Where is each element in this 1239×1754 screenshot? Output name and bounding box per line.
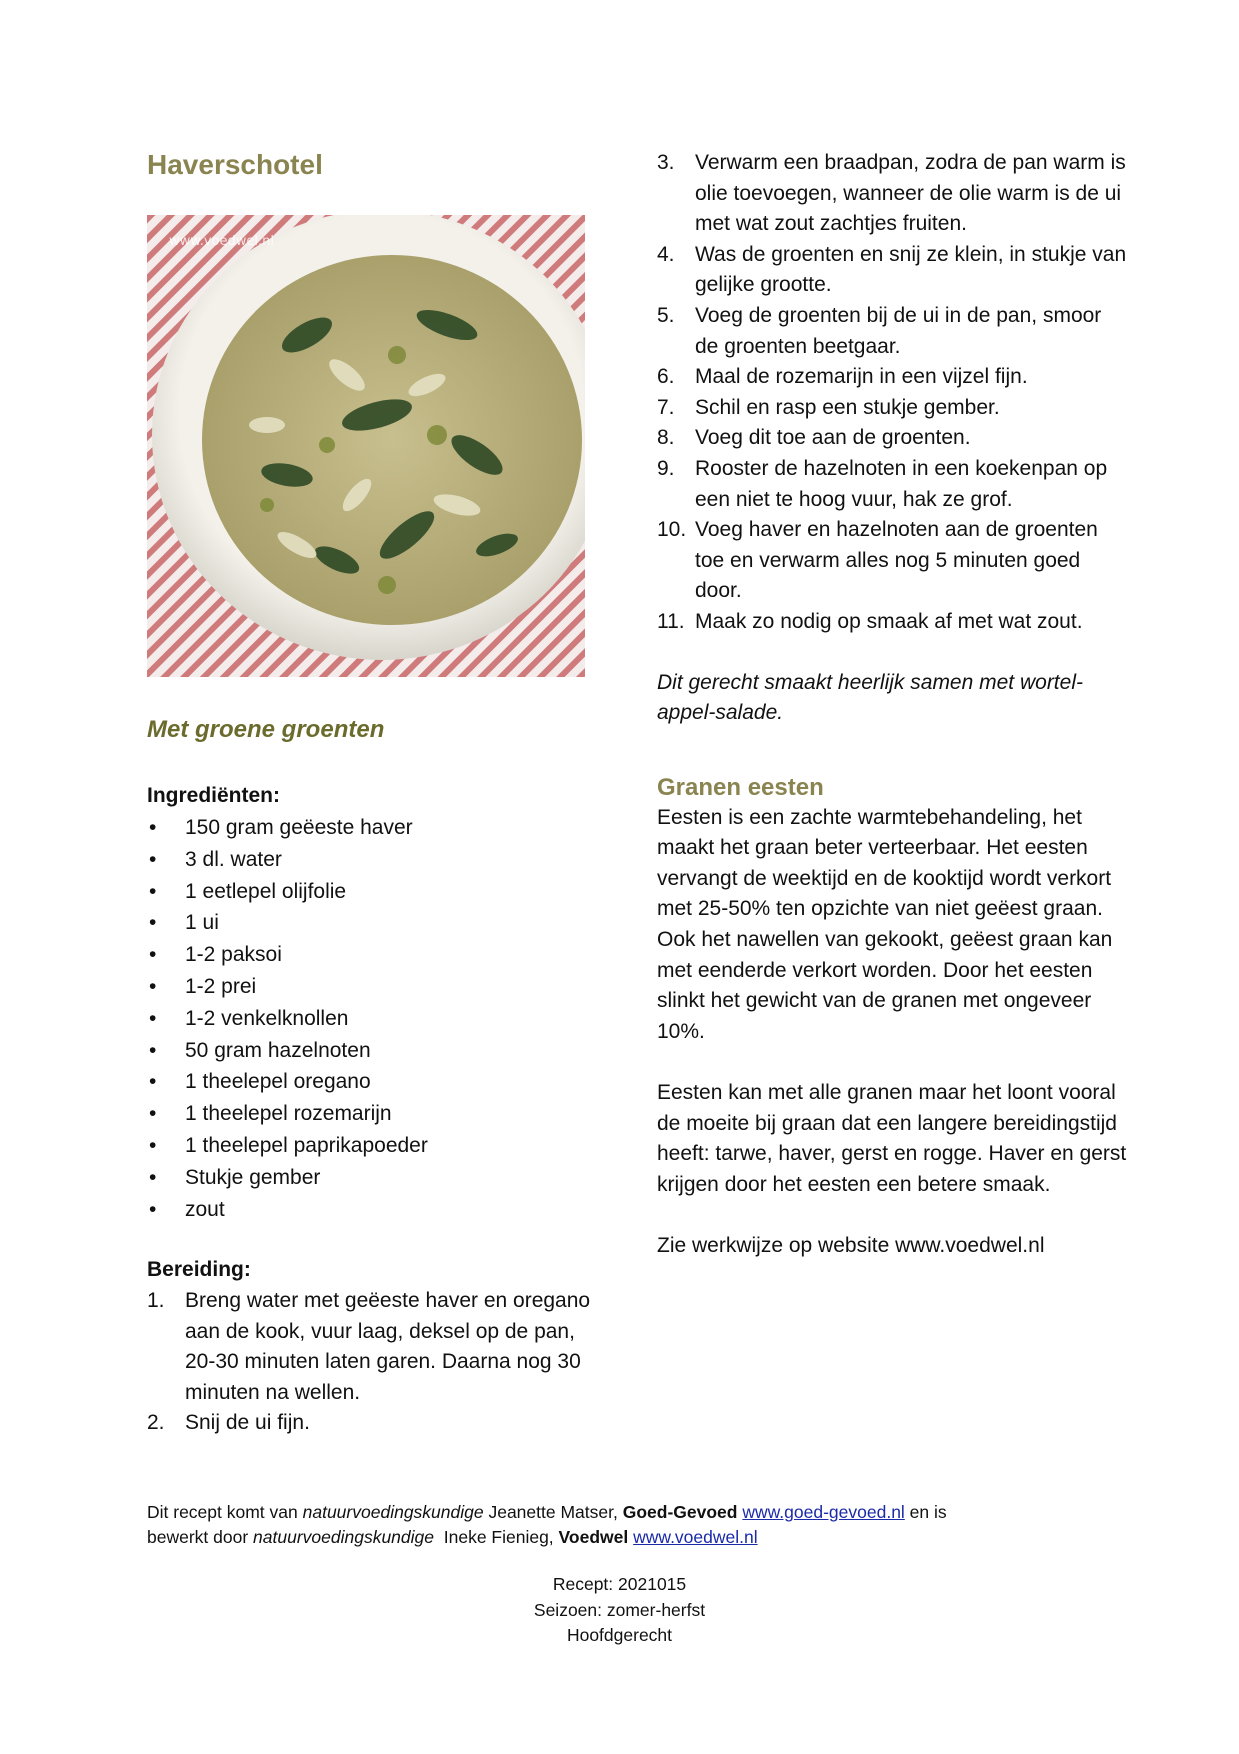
list-item: • 1 eetlepel olijfolie: [149, 879, 347, 903]
step-item: 1. Breng water met geëeste haver en oregano aan de kook, vuur laag, deksel op de pan, 20-30 minuten laten garen. Daarna nog 30 minuten na wellen.: [147, 1289, 591, 1404]
voedwel-link[interactable]: www.voedwel.nl: [633, 1527, 758, 1547]
list-item: • 1-2 paksoi: [149, 943, 282, 967]
list-item: • 1 ui: [149, 911, 219, 935]
list-item: • zout: [149, 1197, 225, 1221]
credits-line-2: bewerkt door natuurvoedingskundige Ineke Fienieg, Voedwel www.voedwel.nl: [147, 1527, 758, 1547]
info-paragraph-3: Zie werkwijze op website www.voedwel.nl: [657, 1234, 1045, 1257]
steps-list-right: [657, 148, 1127, 638]
ingredients-list: [147, 812, 607, 1225]
list-item: • 50 gram hazelnoten: [149, 1038, 371, 1062]
info-paragraph-1: Eesten is een zachte warmtebehandeling, het maakt het graan beter verteerbaar. Het eesten vervangt de weektijd en de kooktijd wordt verkort met 25-50% ten opzichte van niet geëest graan. Ook het nawellen van gekookt, geëest graan kan met eenderde verkort worden. Door het eesten slinkt het gewicht van de granen met ongeveer 10%.: [657, 805, 1113, 1043]
step-item: 3. Verwarm een braadpan, zodra de pan warm is olie toevoegen, wanneer de olie warm is de ui met wat zout zachtjes fruiten.: [657, 151, 1126, 236]
step-item: 5. Voeg de groenten bij de ui in de pan, smoor de groenten beetgaar.: [657, 303, 1102, 358]
list-item: • 150 gram geëeste haver: [149, 816, 413, 839]
list-item: • 3 dl. water: [149, 847, 282, 871]
subtitle: Met groene groenten: [147, 716, 385, 743]
step-item: 8. Voeg dit toe aan de groenten.: [657, 426, 971, 450]
recipe-number: Recept: 2021015: [552, 1574, 687, 1594]
recipe-category: Hoofdgerecht: [566, 1625, 673, 1645]
list-item: • Stukje gember: [149, 1165, 321, 1189]
step-item: 9. Rooster de hazelnoten in een koekenpan op een niet te hoog vuur, hak ze grof.: [657, 456, 1108, 511]
left-column: [147, 148, 607, 182]
list-item: • 1-2 venkelknollen: [149, 1006, 349, 1030]
ingredients-heading: Ingrediënten:: [147, 784, 281, 807]
step-item: 10. Voeg haver en hazelnoten aan de groenten toe en verwarm alles nog 5 minuten goed door.: [657, 518, 1098, 603]
preparation-section: [147, 1254, 607, 1439]
step-item: 11. Maak zo nodig op smaak af met wat zout.: [657, 609, 1083, 633]
ingredients-section: [147, 780, 607, 1225]
steps-list-left: [147, 1286, 607, 1439]
list-item: • 1 theelepel paprikapoeder: [149, 1133, 428, 1157]
step-item: 6. Maal de rozemarijn in een vijzel fijn.: [657, 365, 1028, 389]
step-item: 4. Was de groenten en snij ze klein, in stukje van gelijke grootte.: [657, 242, 1127, 297]
credits-footer: [147, 1500, 1107, 1550]
step-item: 7. Schil en rasp een stukje gember.: [657, 395, 1000, 419]
list-item: • 1 theelepel rozemarijn: [149, 1102, 392, 1126]
list-item: • 1 theelepel oregano: [149, 1070, 371, 1094]
goed-gevoed-link[interactable]: www.goed-gevoed.nl: [742, 1502, 905, 1522]
list-item: • 1-2 prei: [149, 974, 257, 998]
step-item: 2. Snij de ui fijn.: [147, 1411, 310, 1435]
info-heading: Granen eesten: [657, 773, 824, 801]
right-column: [657, 148, 1127, 1262]
recipe-season: Seizoen: zomer-herfst: [533, 1599, 706, 1620]
info-paragraph-2: Eesten kan met alle granen maar het loont vooral de moeite bij graan dat een langere bereidingstijd heeft: tarwe, haver, gerst en rogge. Haver en gerst krijgen door het eesten een betere smaak.: [657, 1081, 1127, 1196]
recipe-meta: [0, 1572, 1239, 1649]
page-title: Haverschotel: [147, 149, 323, 180]
watermark-text: www.voedwel.nl: [169, 234, 274, 249]
preparation-heading: Bereiding:: [147, 1258, 251, 1281]
dish-photo: [147, 215, 585, 677]
credits-line-1: Dit recept komt van natuurvoedingskundige Jeanette Matser, Goed-Gevoed www.goed-gevoed.nl en is: [147, 1502, 947, 1522]
serving-note: Dit gerecht smaakt heerlijk samen met wortel-appel-salade.: [657, 670, 1083, 725]
